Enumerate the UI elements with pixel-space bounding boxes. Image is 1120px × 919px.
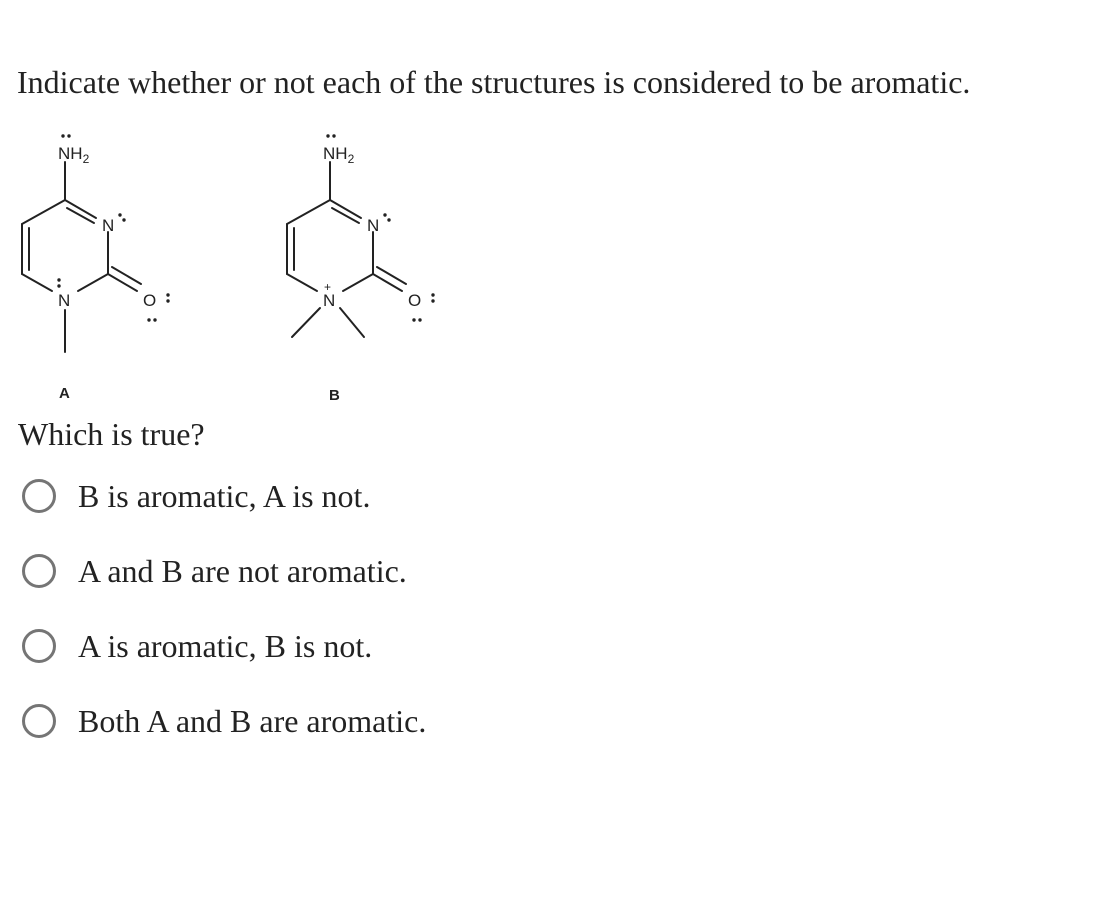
option-label: A and B are not aromatic. xyxy=(78,552,407,589)
option-3[interactable] xyxy=(22,608,426,683)
structure-b-bond-carbonyl xyxy=(373,274,402,291)
lone-pair-dot xyxy=(383,213,386,216)
structure-b-bond-n-methyl-right xyxy=(340,308,364,337)
lone-pair-dot xyxy=(412,318,415,321)
lone-pair-dot xyxy=(166,299,169,302)
structure-a-bond-carbonyl-double xyxy=(112,267,141,284)
lone-pair-dot xyxy=(122,218,125,221)
answer-options xyxy=(22,458,426,758)
structures-figure xyxy=(0,120,480,420)
structure-a-bond-c6-n1 xyxy=(22,274,52,291)
option-label: B is aromatic, A is not. xyxy=(78,477,371,514)
radio-button[interactable] xyxy=(22,704,56,738)
molecule-diagram xyxy=(0,120,480,420)
lone-pair-dot xyxy=(153,318,156,321)
lone-pair-dot xyxy=(57,278,60,281)
option-2[interactable] xyxy=(22,533,426,608)
lone-pair-dot xyxy=(326,134,329,137)
lone-pair-dot xyxy=(387,218,390,221)
structure-a-amine: $NH_2$ xyxy=(58,144,90,166)
lone-pair-dot xyxy=(332,134,335,137)
option-1[interactable] xyxy=(22,458,426,533)
structure-b-bond-c6-n1 xyxy=(287,274,317,291)
structure-b-bond-c2-n1 xyxy=(343,274,373,291)
option-label: Both A and B are aromatic. xyxy=(78,702,427,739)
structure-a-bond-carbonyl xyxy=(108,274,137,291)
structure-b-ring-nitrogen: N xyxy=(367,216,380,235)
structure-b-bond-carbonyl-double xyxy=(377,267,406,284)
lone-pair-dot xyxy=(118,213,121,216)
prompt-text: Which is true? xyxy=(18,416,205,452)
lone-pair-dot xyxy=(431,299,434,302)
structure-a-substituted-nitrogen: N xyxy=(58,291,71,310)
lone-pair-dot xyxy=(431,293,434,296)
lone-pair-dot xyxy=(57,284,60,287)
lone-pair-dot xyxy=(147,318,150,321)
structure-b-bond-c4-c5 xyxy=(287,200,330,224)
structure-b-bond-n-methyl-left xyxy=(292,308,320,337)
structure-b-charged-nitrogen: N xyxy=(323,291,336,310)
structure-b-oxygen: O xyxy=(408,291,422,310)
lone-pair-dot xyxy=(61,134,64,137)
lone-pair-dot xyxy=(67,134,70,137)
radio-button[interactable] xyxy=(22,629,56,663)
structure-b-amine: $NH_2$ xyxy=(323,144,355,166)
structure-a-label: A xyxy=(59,385,70,402)
structure-a-bond-c2-n1 xyxy=(78,274,108,291)
lone-pair-dot xyxy=(166,293,169,296)
option-label: A is aromatic, B is not. xyxy=(78,627,373,664)
structure-b-label: B xyxy=(329,387,340,404)
structure-b-positive-charge: + xyxy=(324,280,332,294)
structure-a-ring-nitrogen: N xyxy=(102,216,115,235)
lone-pair-dot xyxy=(418,318,421,321)
radio-button[interactable] xyxy=(22,479,56,513)
question-text: Indicate whether or not each of the structures is considered to be aromatic. xyxy=(17,64,971,100)
option-4[interactable] xyxy=(22,683,426,758)
radio-button[interactable] xyxy=(22,554,56,588)
structure-a-oxygen: O xyxy=(143,291,157,310)
structure-a-bond-c4-c5 xyxy=(22,200,65,224)
